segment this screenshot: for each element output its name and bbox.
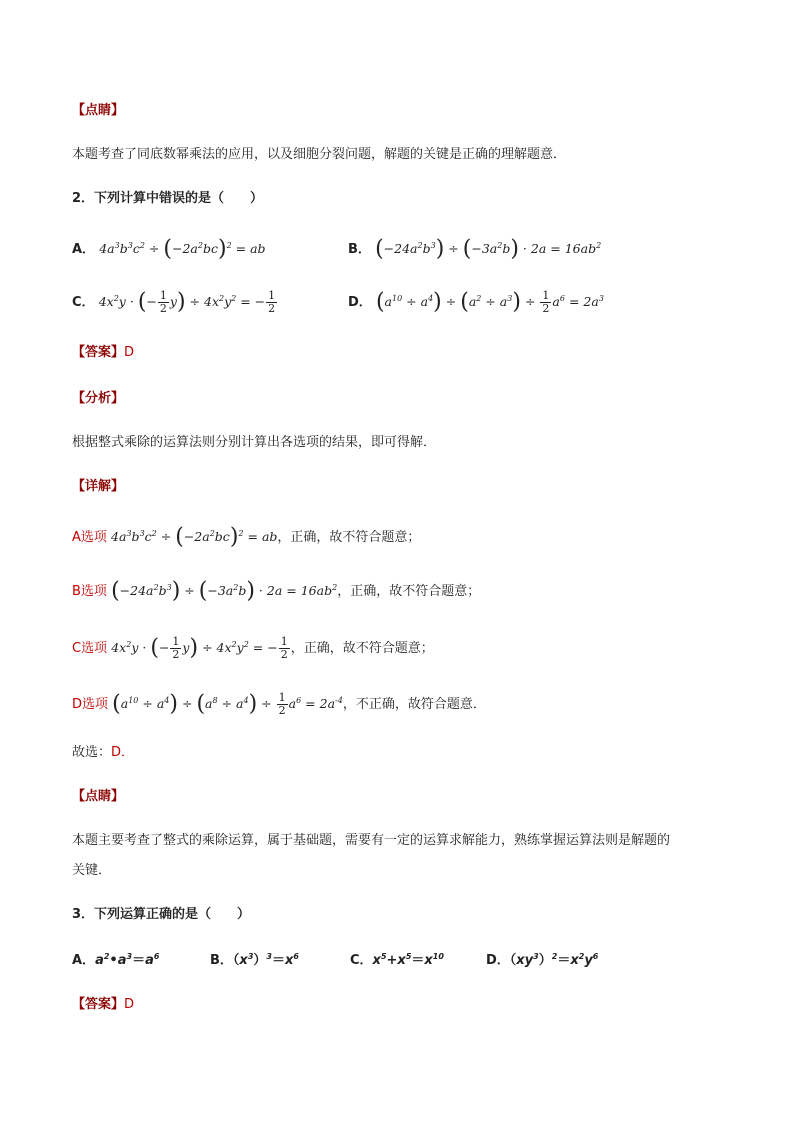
q3-option-a: [72, 952, 159, 970]
detail-prefix: D选项: [72, 697, 109, 712]
formula: $4x^2y$ · (− $\frac{1}{2}$ $y) \div 4x^2y^2$ = − $\frac{1}{2}$: [111, 635, 288, 661]
q3-option-c: [350, 952, 444, 970]
option-label: C．: [72, 295, 95, 310]
detail-prefix: A选项: [72, 530, 107, 545]
q2-option-d: [348, 290, 604, 315]
q3-option-d: [486, 952, 598, 970]
formula: $4a^3b^3c^2 \div (-2a^2bc)^2$ = ab: [111, 524, 278, 550]
q2-option-a: [72, 236, 266, 262]
q2-detail-b: [72, 578, 481, 604]
detail-prefix: B选项: [72, 584, 107, 599]
q2-option-c: [72, 290, 278, 315]
formula: $x^3)^3=x^6$: [239, 952, 299, 968]
detail-suffix: ，正确，故不符合题意；: [337, 584, 481, 599]
q2-tip-heading: 【点睛】: [72, 789, 125, 804]
answer-heading: 【答案】: [72, 345, 125, 360]
q3-answer: [72, 996, 134, 1014]
q2-detail-d: [72, 692, 486, 717]
option-label: D．（: [486, 953, 517, 968]
option-label: B．: [348, 242, 371, 257]
formula: $4a^3b^3c^2 \div (-2a^2bc)^2$ = ab: [99, 236, 266, 262]
option-label: C．: [350, 953, 373, 968]
q2-detail-c: [72, 636, 434, 661]
formula: $xy^3)^2=x^2y^6$: [516, 952, 599, 968]
option-label: B．（: [210, 953, 240, 968]
option-label: A．: [72, 953, 96, 968]
formula: $x^5+x^5=x^{10}$: [372, 952, 444, 968]
detail-suffix: ，正确，故不符合题意；: [290, 641, 434, 656]
formula: $a^2•a^3=a^6$: [95, 952, 160, 968]
q2-option-b: [348, 236, 602, 262]
q2-tip-line2: 关键．: [72, 863, 112, 878]
formula: $(-24a^2b^3) \div (-3a^2b) \cdot 2a = 16ab^2$: [375, 236, 602, 262]
formula: $(a^{10} \div a^4) \div (a^8 \div a^4)$ ÷ $\frac{1}{2}$ $a^6 = 2a^{-4}$: [112, 691, 343, 717]
answer-value: D: [124, 345, 135, 360]
formula: $(-24a^2b^3) \div (-3a^2b) \cdot 2a = 16ab^2$: [111, 578, 338, 604]
q2-analysis-heading: 【分析】: [72, 391, 125, 406]
answer-value: D: [124, 997, 135, 1012]
detail-prefix: C选项: [72, 641, 108, 656]
tip-heading-prev: 【点睛】: [72, 103, 125, 118]
question-3-title: 3．下列运算正确的是（ ）: [72, 907, 251, 922]
option-label: A．: [72, 242, 96, 257]
question-2-title: 2．下列计算中错误的是（ ）: [72, 191, 264, 206]
q3-option-b: [210, 952, 299, 970]
q2-detail-a: [72, 524, 421, 550]
q2-detail-heading: 【详解】: [72, 479, 125, 494]
formula: $4x^2y$ · (− $\frac{1}{2}$ $y) \div 4x^2y^2$ = − $\frac{1}{2}$: [98, 289, 276, 315]
q2-answer: [72, 344, 134, 362]
formula: $(a^{10} \div a^4) \div (a^2 \div a^3)$ ÷ $\frac{1}{2}$ $a^6 = 2a^3$: [375, 289, 604, 315]
choose-label: 故选：: [72, 745, 112, 760]
answer-heading: 【答案】: [72, 997, 125, 1012]
detail-suffix: ，不正确，故符合题意．: [342, 697, 486, 712]
q2-analysis-text: 根据整式乘除的运算法则分别计算出各选项的结果，即可得解．: [72, 435, 437, 450]
choose-value: D．: [111, 745, 135, 760]
option-label: D．: [348, 295, 372, 310]
q2-tip-line1: 本题主要考查了整式的乘除运算，属于基础题，需要有一定的运算求解能力，熟练掌握运算法则是解题的: [72, 833, 671, 848]
detail-suffix: ，正确，故不符合题意；: [277, 530, 421, 545]
q2-choose: [72, 744, 134, 762]
tip-text-prev: 本题考查了同底数幂乘法的应用，以及细胞分裂问题，解题的关键是正确的理解题意．: [72, 147, 567, 162]
